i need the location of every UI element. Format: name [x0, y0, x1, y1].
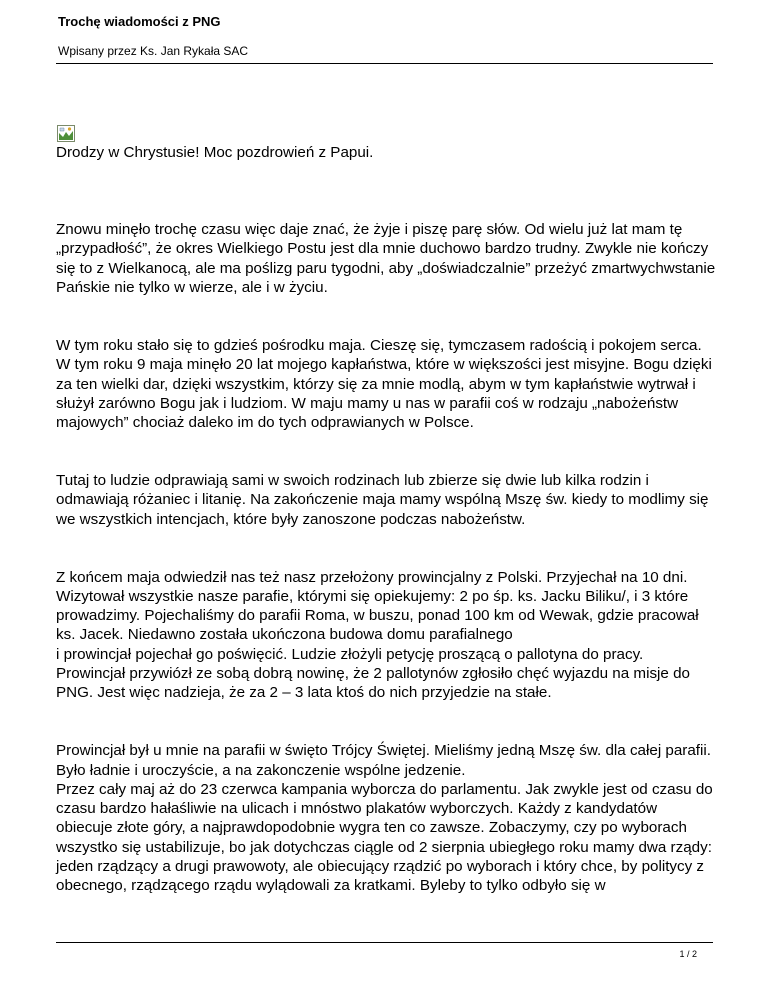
article-body: [56, 143, 716, 896]
broken-image-icon: [57, 125, 75, 142]
article-paragraph: Tutaj to ludzie odprawiają sami w swoich rodzinach lub zbierze się dwie lub kilka rodzin i odmawiają różaniec i litanię. Na zakończenie maja mamy wspólną Mszę św. kiedy to modlimy się we wszystkich intencjach, które były zanoszone podczas nabożeństw.: [56, 472, 709, 528]
article-paragraph: Znowu minęło trochę czasu więc daje znać, że żyje i piszę parę słów. Od wielu już lat mam tę „przypadłość”, że okres Wielkiego Postu jest dla mnie duchowo bardzo trudny. Zwykle nie kończy się to z Wielkanocą, ale ma poślizg paru tygodni, aby „doświadczalnie” przeżyć zmartwychwstanie Pańskie nie tylko w wierze, ale i w życiu.: [56, 221, 716, 297]
article-paragraph: Z końcem maja odwiedził nas też nasz przełożony prowincjalny z Polski. Przyjechał na 10 dni. Wizytował wszystkie nasze parafie, którymi się opiekujemy: 2 po śp. ks. Jacku Biliku/, i 3 które prowadzimy. Pojechaliśmy do parafii Roma, w buszu, ponad 100 km od Wewak, gdzie pracował ks. Jacek. Niedawno została ukończona budowa domu parafialnego i prowincjał pojechał go poświęcić. Ludzie złożyli petycję proszącą o pallotyna do pracy. Prowincjał przywiózł ze sobą dobrą nowinę, że 2 pallotynów zgłosiło chęć wyjazdu na misje do PNG. Jest więc nadzieja, że za 2 – 3 lata ktoś do nich przyjedzie na stałe.: [56, 568, 699, 702]
article-paragraph: Prowincjał był u mnie na parafii w święto Trójcy Świętej. Mieliśmy jedną Mszę św. dla całej parafii. Było ładnie i uroczyście, a na zakonczenie wspólne jedzenie. Przez cały maj aż do 23 czerwca kampania wyborcza do parlamentu. Jak zwykle jest od czasu do czasu bardzo hałaśliwie na ulicach i mnóstwo plakatów wyborczych. Każdy z kandydatów obiecuje złote góry, a najprawdopodobnie wygra ten co zawsze. Zobaczymy, czy po wyborach wszystko się ustabilizuje, bo jak dotychczas ciągle od 2 sierpnia ubiegłego roku mamy dwa rządy: jeden rządzący a drugi prawowoty, ale obiecujący rządzić po wyborach i który chce, by politycy z obecnego, rządzącego rządu wylądowali za kratkami. Byleby to tylko odbyło się w: [56, 742, 713, 895]
footer-divider: [56, 942, 713, 943]
page-number: 1 / 2: [679, 949, 697, 959]
author-line: Wpisany przez Ks. Jan Rykała SAC: [58, 44, 249, 58]
header-divider: [56, 63, 713, 64]
article-paragraph: W tym roku stało się to gdzieś pośrodku maja. Cieszę się, tymczasem radością i pokojem serca. W tym roku 9 maja minęło 20 lat mojego kapłaństwa, które w większości jest misyjne. Bogu dzięki za ten wielki dar, dzięki wszystkim, którzy się za mnie modlą, abym w tym kapłaństwie wytrwał i służył zarówno Bogu jak i ludziom. W maju mamy u nas w parafii coś w rodzaju „nabożeństw majowych” chociaż daleko im do tych odprawianych w Polsce.: [56, 336, 712, 432]
greeting-paragraph: Drodzy w Chrystusie! Moc pozdrowień z Papui.: [56, 144, 374, 161]
page-title: Trochę wiadomości z PNG: [58, 14, 221, 29]
